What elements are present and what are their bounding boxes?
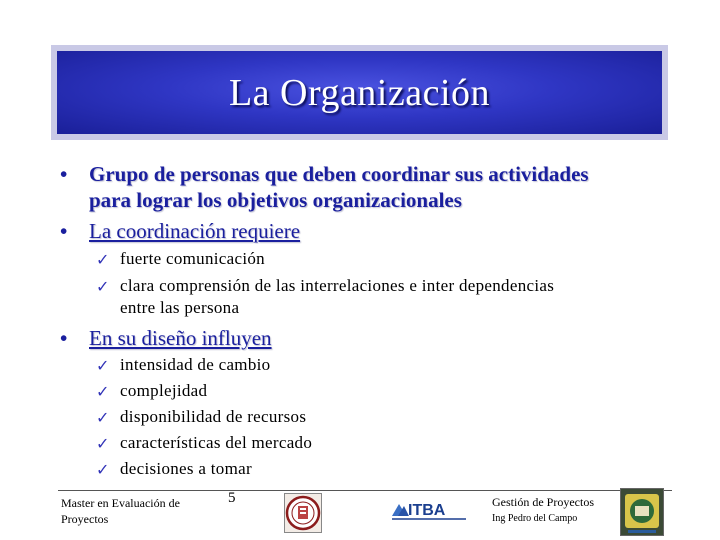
bullet-3-heading: En su diseño influyen [89,326,272,350]
itba-logo-icon [390,498,468,522]
university-seal-icon [284,493,322,533]
sub-item: complejidad [120,381,208,400]
bullet-1-line-1: Grupo de personas que deben coordinar sus actividades [89,162,589,186]
bullet-marker: • [60,162,68,186]
sub-item: clara comprensión de las interrelaciones e inter dependencias [120,276,555,295]
sub-item-continuation: entre las persona [120,298,240,317]
check-icon: ✓ [96,358,110,375]
footer-divider [58,490,672,491]
footer-author-name: Ing Pedro del Campo [492,513,578,524]
bullet-marker: • [60,326,68,350]
check-icon: ✓ [96,410,110,427]
sub-item: decisiones a tomar [120,459,252,478]
page-number: 5 [228,490,236,506]
footer-course-line-1: Master en Evaluación de [61,496,180,510]
sub-item: disponibilidad de recursos [120,407,307,426]
title-box [57,51,662,134]
sub-item: fuerte comunicación [120,249,265,268]
sub-item: características del mercado [120,433,313,452]
bullet-1-line-2: para lograr los objetivos organizacionales [89,188,462,212]
check-icon: ✓ [96,462,110,479]
sub-item: intensidad de cambio [120,355,271,374]
bullet-marker: • [60,219,68,243]
check-icon: ✓ [96,279,110,296]
footer-author [492,495,594,524]
title-frame [51,45,668,140]
check-icon: ✓ [96,384,110,401]
bullet-2-heading: La coordinación requiere [89,219,301,243]
check-icon: ✓ [96,436,110,453]
footer-course [61,495,180,527]
slide-title: La Organización [228,71,491,114]
itba-logo-text: ITBA [408,502,446,519]
footer-subject: Gestión de Proyectos [492,495,594,509]
institution-emblem-icon [620,488,664,536]
check-icon: ✓ [96,252,110,269]
footer-course-line-2: Proyectos [61,512,109,526]
